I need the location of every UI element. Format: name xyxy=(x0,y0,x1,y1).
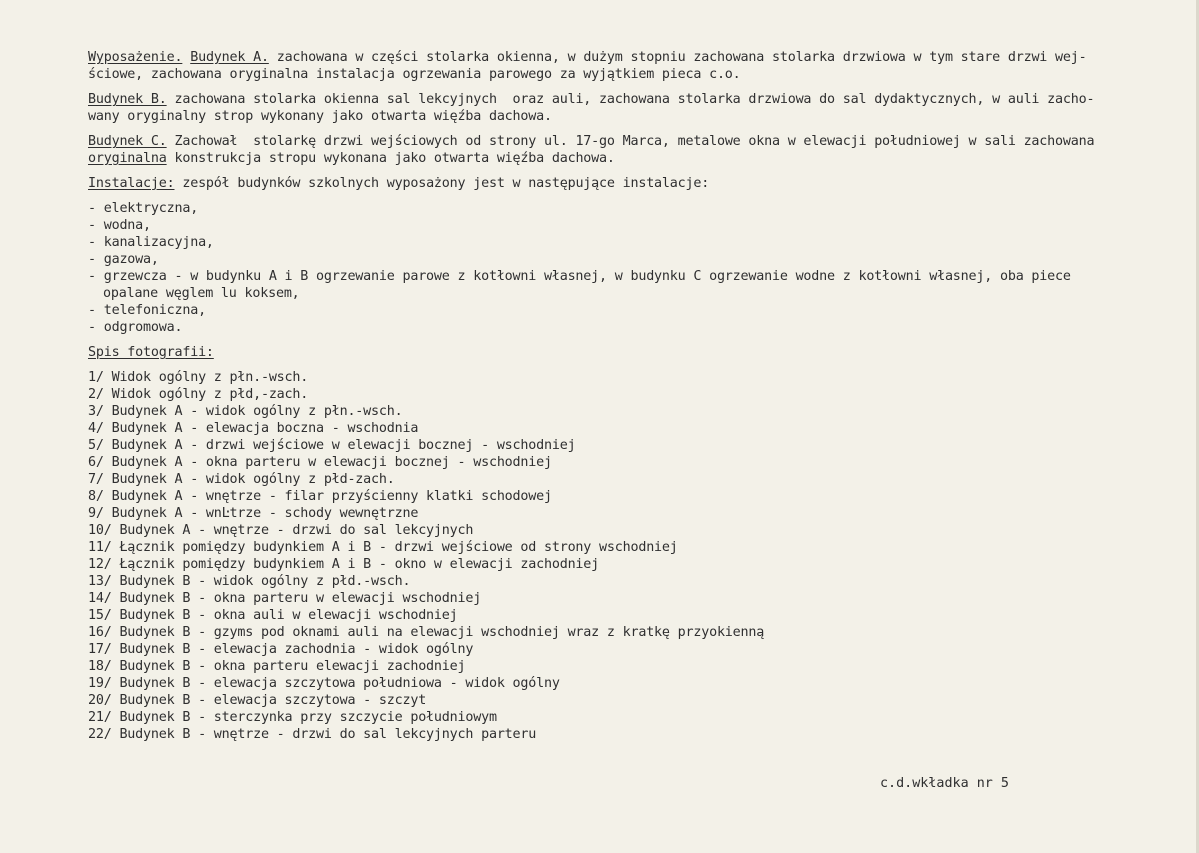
document-body xyxy=(88,49,1148,743)
list-item: 18/ Budynek B - okna parteru elewacji zachodniej xyxy=(88,659,466,674)
text-budynek-c-underlined: oryginalna xyxy=(88,151,167,166)
list-item: 8/ Budynek A - wnętrze - filar przyścienny klatki schodowej xyxy=(88,489,552,504)
text-budynek-a-line1: zachowana w części stolarka okienna, w dużym stopniu zachowana stolarka drzwiowa w tym stare drzwi wej- xyxy=(268,50,1087,65)
list-item: - elektryczna, xyxy=(88,201,199,216)
label-budynek-a: Budynek A. xyxy=(190,50,269,65)
label-wyposazenie: Wyposażenie. xyxy=(88,50,183,65)
list-item: - odgromowa. xyxy=(88,320,183,335)
paragraph-instalacje xyxy=(88,175,1148,192)
list-item: 19/ Budynek B - elewacja szczytowa południowa - widok ogólny xyxy=(88,676,560,691)
list-item: - gazowa, xyxy=(88,252,159,267)
list-item: 15/ Budynek B - okna auli w elewacji wschodniej xyxy=(88,608,458,623)
label-budynek-c: Budynek C. xyxy=(88,134,167,149)
continuation-note: c.d.wkładka nr 5 xyxy=(880,776,1009,791)
paragraph-budynek-b xyxy=(88,91,1148,125)
list-item: - wodna, xyxy=(88,218,151,233)
list-item: 2/ Widok ogólny z płd,-zach. xyxy=(88,387,309,402)
list-item: 20/ Budynek B - elewacja szczytowa - szczyt xyxy=(88,693,427,708)
list-item: 10/ Budynek A - wnętrze - drzwi do sal lekcyjnych xyxy=(88,523,474,538)
list-item: - grzewcza - w budynku A i B ogrzewanie parowe z kotłowni własnej, w budynku C ogrzewanie wodne z kotłowni własnej, oba piece xyxy=(88,269,1071,284)
label-budynek-b: Budynek B. xyxy=(88,92,167,107)
text-budynek-c-line2: konstrukcja stropu wykonana jako otwarta więźba dachowa. xyxy=(166,151,615,166)
list-item: 12/ Łącznik pomiędzy budynkiem A i B - okno w elewacji zachodniej xyxy=(88,557,600,572)
list-item: 21/ Budynek B - sterczynka przy szczycie południowym xyxy=(88,710,497,725)
list-item: 11/ Łącznik pomiędzy budynkiem A i B - drzwi wejściowe od strony wschodniej xyxy=(88,540,678,555)
label-spis-fotografii: Spis fotografii: xyxy=(88,345,214,360)
list-item: - kanalizacyjna, xyxy=(88,235,214,250)
installations-list xyxy=(88,200,1148,336)
list-item: 5/ Budynek A - drzwi wejściowe w elewacji bocznej - wschodniej xyxy=(88,438,576,453)
text-budynek-a-line2: ściowe, zachowana oryginalna instalacja ogrzewania parowego za wyjątkiem pieca c.o. xyxy=(88,67,741,82)
heading-spis-fotografii xyxy=(88,344,1148,361)
list-item: - telefoniczna, xyxy=(88,303,206,318)
list-item: 14/ Budynek B - okna parteru w elewacji wschodniej xyxy=(88,591,482,606)
list-item: 1/ Widok ogólny z płn.-wsch. xyxy=(88,370,309,385)
photo-list xyxy=(88,369,1148,743)
label-instalacje: Instalacje: xyxy=(88,176,175,191)
list-item: 17/ Budynek B - elewacja zachodnia - widok ogólny xyxy=(88,642,474,657)
list-item: 3/ Budynek A - widok ogólny z płn.-wsch. xyxy=(88,404,403,419)
paragraph-budynek-c xyxy=(88,133,1148,167)
text-budynek-b-line1: zachowana stolarka okienna sal lekcyjnych oraz auli, zachowana stolarka drzwiowa do sal dydaktycznych, w auli zacho- xyxy=(166,92,1095,107)
text-instalacje: zespół budynków szkolnych wyposażony jest w następujące instalacje: xyxy=(174,176,710,191)
list-item: 22/ Budynek B - wnętrze - drzwi do sal lekcyjnych parteru xyxy=(88,727,537,742)
list-item: 16/ Budynek B - gzyms pod oknami auli na elewacji wschodniej wraz z kratkę przyokienną xyxy=(88,625,765,640)
list-item: 7/ Budynek A - widok ogólny z płd-zach. xyxy=(88,472,395,487)
paragraph-wyposazenie xyxy=(88,49,1148,83)
text-budynek-c-line1: Zachował stolarkę drzwi wejściowych od strony ul. 17-go Marca, metalowe okna w elewacji południowej w sali zachowana xyxy=(166,134,1095,149)
list-item: 9/ Budynek A - wnĿtrze - schody wewnętrzne xyxy=(88,506,419,521)
list-item: opalane węglem lu koksem, xyxy=(103,286,300,301)
list-item: 6/ Budynek A - okna parteru w elewacji bocznej - wschodniej xyxy=(88,455,552,470)
list-item: 4/ Budynek A - elewacja boczna - wschodnia xyxy=(88,421,419,436)
list-item: 13/ Budynek B - widok ogólny z płd.-wsch. xyxy=(88,574,411,589)
text-budynek-b-line2: wany oryginalny strop wykonany jako otwarta więźba dachowa. xyxy=(88,109,552,124)
